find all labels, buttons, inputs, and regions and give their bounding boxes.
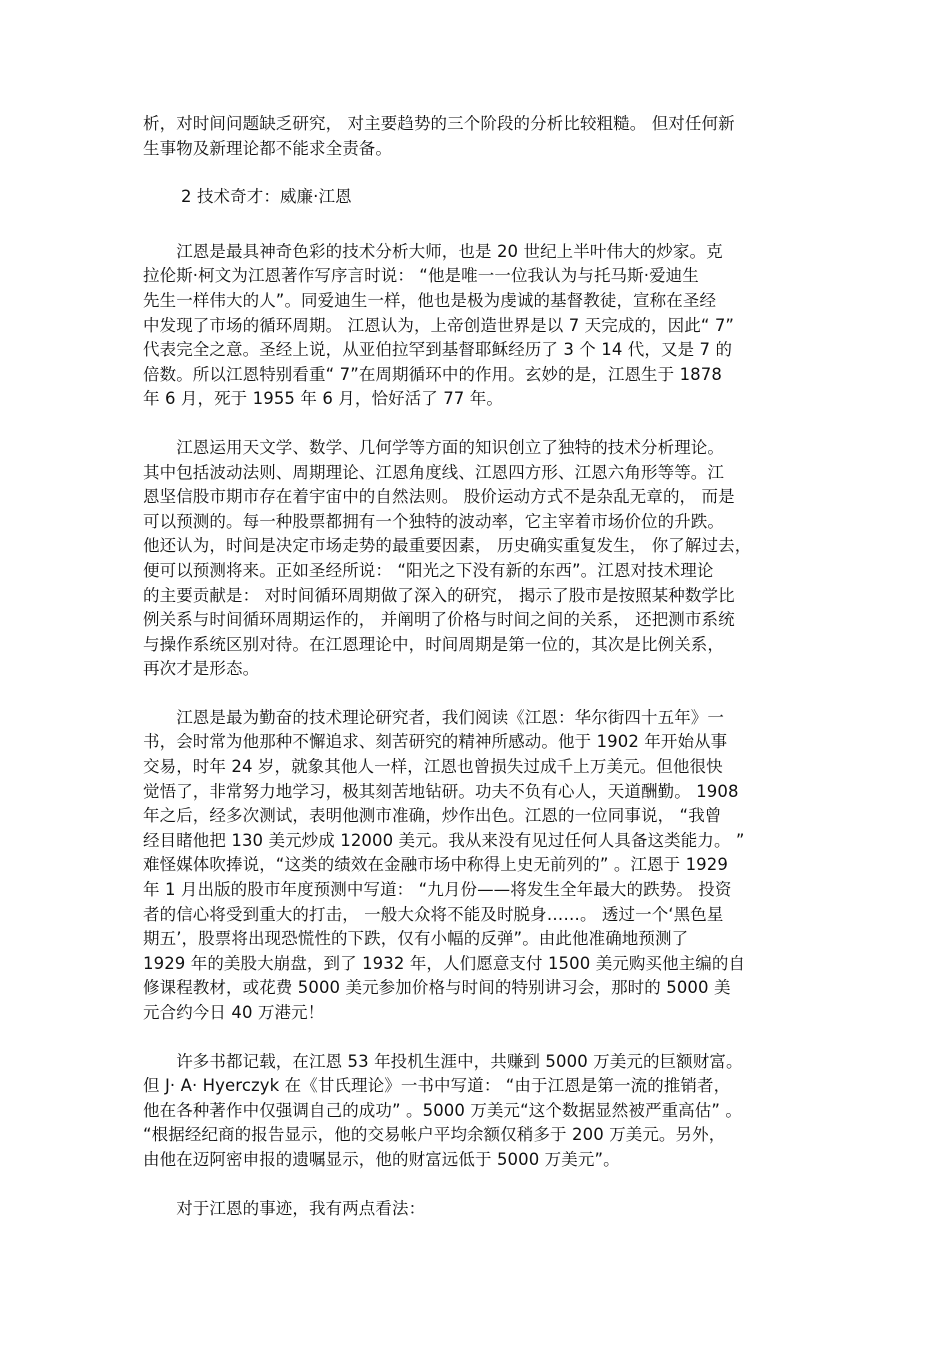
text-line: 觉悟了，非常努力地学习，极其刻苦地钻研。功夫不负有心人，天道酬勤。 1908 xyxy=(143,781,739,801)
text-line: 年 1 月出版的股市年度预测中写道： “九月份——将发生全年最大的跌势。 投资 xyxy=(143,880,732,900)
text-line: 元合约今日 40 万港元！ xyxy=(143,1003,325,1022)
text-line: 经目睹他把 130 美元炒成 12000 美元。我从来没有见过任何人具备这类能力。 ” xyxy=(143,830,745,850)
text-line: 生事物及新理论都不能求全责备。 xyxy=(143,138,392,158)
text-line: 1929 年的美股大崩盘，到了 1932 年，人们愿意支付 1500 美元购买他主编的自 xyxy=(143,953,746,973)
text-line: 其中包括波动法则、周期理论、江恩角度线、江恩四方形、江恩六角形等等。江 xyxy=(143,462,724,482)
text-line: 析，对时间问题缺乏研究， 对主要趋势的三个阶段的分析比较粗糙。 但对任何新 xyxy=(143,114,735,133)
text-line: 可以预测的。每一种股票都拥有一个独特的波动率，它主宰着市场价位的升跌。 xyxy=(143,511,724,531)
paragraph xyxy=(143,112,808,161)
text-line: 修课程教材，或花费 5000 美元参加价格与时间的特别讲习会，那时的 5000 美 xyxy=(143,978,731,998)
text-line: “根据经纪商的报告显示，他的交易帐户平均余额仅稍多于 200 万美元。另外， xyxy=(143,1125,726,1145)
text-line: 再次才是形态。 xyxy=(143,659,260,679)
text-line: 期五’，股票将出现恐慌性的下跌，仅有小幅的反弹”。由此他准确地预测了 xyxy=(143,929,689,949)
text-line: 与操作系统区别对待。在江恩理论中，时间周期是第一位的，其次是比例关系， xyxy=(143,634,724,654)
paragraph xyxy=(143,1050,808,1173)
text-line: 交易，时年 24 岁，就象其他人一样，江恩也曾损失过成千上万美元。但他很快 xyxy=(143,757,723,777)
text-line: 的主要贡献是： 对时间循环周期做了深入的研究， 揭示了股市是按照某种数学比 xyxy=(143,585,735,605)
text-line: 江恩运用天文学、数学、几何学等方面的知识创立了独特的技术分析理论。 xyxy=(143,437,724,457)
text-line: 年 6 月，死于 1955 年 6 月，恰好活了 77 年。 xyxy=(143,389,503,409)
text-line: 倍数。所以江恩特别看重“ 7”在周期循环中的作用。玄妙的是，江恩生于 1878 xyxy=(143,364,722,384)
paragraph xyxy=(143,1197,808,1222)
paragraph xyxy=(143,240,808,412)
text-line: 恩坚信股市期市存在着宇宙中的自然法则。 股价运动方式不是杂乱无章的， 而是 xyxy=(143,487,735,507)
text-line: 但 J· A· Hyerczyk 在《甘氏理论》一书中写道： “由于江恩是第一流的推销者， xyxy=(143,1076,731,1096)
text-line: 便可以预测将来。正如圣经所说： “阳光之下没有新的东西”。江恩对技术理论 xyxy=(143,560,714,580)
text-line: 由他在迈阿密申报的遗嘱显示，他的财富远低于 5000 万美元”。 xyxy=(143,1149,620,1169)
text-line: 对于江恩的事迹，我有两点看法： xyxy=(143,1198,426,1218)
text-line: 书，会时常为他那种不懈追求、刻苦研究的精神所感动。他于 1902 年开始从事 xyxy=(143,732,728,752)
text-line: 中发现了市场的循环周期。 江恩认为，上帝创造世界是以 7 天完成的，因此“ 7” xyxy=(143,315,735,335)
text-line: 先生一样伟大的人”。同爱迪生一样，他也是极为虔诚的基督教徒，宣称在圣经 xyxy=(143,290,717,310)
text-line: 例关系与时间循环周期运作的， 并阐明了价格与时间之间的关系， 还把测市系统 xyxy=(143,610,735,630)
text-line: 江恩是最为勤奋的技术理论研究者，我们阅读《江恩：华尔街四十五年》一 xyxy=(143,707,724,727)
section-heading xyxy=(143,185,808,210)
text-line: 代表完全之意。圣经上说，从亚伯拉罕到基督耶稣经历了 3 个 14 代，又是 7 的 xyxy=(143,340,733,360)
text-line: 许多书都记载，在江恩 53 年投机生涯中，共赚到 5000 万美元的巨额财富。 xyxy=(143,1051,743,1071)
text-line: 拉伦斯·柯文为江恩著作写序言时说： “他是唯一一位我认为与托马斯·爱迪生 xyxy=(143,266,699,286)
paragraph xyxy=(143,436,808,682)
text-line: 他还认为，时间是决定市场走势的最重要因素， 历史确实重复发生， 你了解过去， xyxy=(143,536,752,556)
text-line: 他在各种著作中仅强调自己的成功” 。5000 万美元“这个数据显然被严重高估” 。 xyxy=(143,1100,742,1120)
text-line: 江恩是最具神奇色彩的技术分析大师，也是 20 世纪上半叶伟大的炒家。克 xyxy=(143,241,723,261)
text-line: 2 技术奇才：威廉·江恩 xyxy=(181,187,352,207)
text-line: 年之后，经多次测试，表明他测市准确，炒作出色。江恩的一位同事说， “我曾 xyxy=(143,806,722,826)
document-body xyxy=(143,112,808,1245)
text-line: 者的信心将受到重大的打击， 一般大众将不能及时脱身……。 透过一个‘黑色星 xyxy=(143,904,724,924)
text-line: 难怪媒体吹捧说，“这类的绩效在金融市场中称得上史无前列的” 。江恩于 1929 xyxy=(143,855,728,875)
paragraph xyxy=(143,706,808,1026)
